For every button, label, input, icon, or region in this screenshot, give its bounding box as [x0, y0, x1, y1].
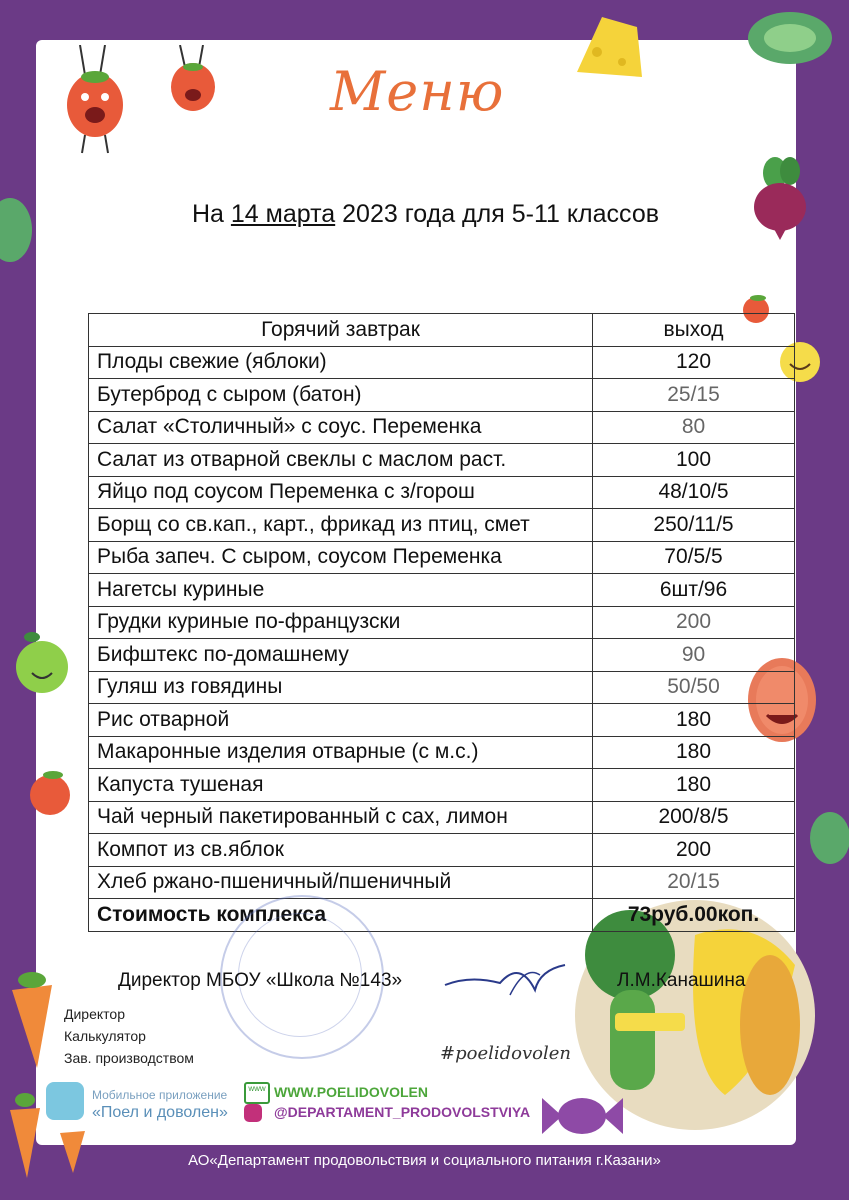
dish-output: 180 — [593, 704, 795, 737]
dish-name: Нагетсы куриные — [89, 574, 593, 607]
beet-character-icon — [745, 155, 815, 240]
hashtag: #poelidovolen — [440, 1043, 571, 1064]
dish-name: Гуляш из говядины — [89, 671, 593, 704]
table-row — [89, 769, 795, 802]
app-name: «Поел и доволен» — [92, 1104, 228, 1121]
app-thumbs-up-icon — [46, 1082, 84, 1120]
table-row — [89, 801, 795, 834]
tomato-character-icon — [60, 45, 140, 155]
dish-name: Рис отварной — [89, 704, 593, 737]
dish-name: Салат «Столичный» с соус. Переменка — [89, 411, 593, 444]
table-row — [89, 704, 795, 737]
role-item: Директор — [64, 1006, 125, 1022]
cheese-character-icon — [572, 12, 647, 82]
dish-name: Бифштекс по-домашнему — [89, 639, 593, 672]
handwritten-signature — [440, 955, 570, 1005]
subtitle-prefix: На — [192, 200, 231, 228]
dish-output: 25/15 — [593, 379, 795, 412]
dish-output: 200 — [593, 606, 795, 639]
table-header-row — [89, 314, 795, 347]
dish-name: Плоды свежие (яблоки) — [89, 346, 593, 379]
dish-output: 120 — [593, 346, 795, 379]
dish-output: 250/11/5 — [593, 509, 795, 542]
table-row — [89, 509, 795, 542]
small-tomato-icon — [25, 765, 75, 820]
candy-icon — [540, 1088, 625, 1143]
cucumber-icon — [800, 810, 849, 865]
column-header-dish: Горячий завтрак — [89, 314, 593, 347]
leaf-icon — [0, 195, 36, 265]
dish-output: 50/50 — [593, 671, 795, 704]
table-row — [89, 541, 795, 574]
dish-output: 200/8/5 — [593, 801, 795, 834]
director-title: Директор МБОУ «Школа №143» — [118, 970, 403, 991]
column-header-output: выход — [593, 314, 795, 347]
table-row — [89, 574, 795, 607]
dish-name: Грудки куриные по-французски — [89, 606, 593, 639]
table-row — [89, 671, 795, 704]
dish-name: Рыба запеч. С сыром, соусом Переменка — [89, 541, 593, 574]
menu-date-line — [192, 200, 659, 229]
dish-name: Борщ со св.кап., карт., фрикад из птиц, смет — [89, 509, 593, 542]
roles-list — [64, 1003, 194, 1069]
dish-name: Капуста тушеная — [89, 769, 593, 802]
total-label: Стоимость комплекса — [89, 899, 593, 932]
app-label: Мобильное приложение — [92, 1088, 228, 1102]
website-text[interactable]: WWW.POELIDOVOLEN — [274, 1084, 428, 1100]
dish-output: 180 — [593, 736, 795, 769]
subtitle-suffix: 2023 года для 5-11 классов — [335, 200, 660, 228]
dish-output: 70/5/5 — [593, 541, 795, 574]
dish-output: 6шт/96 — [593, 574, 795, 607]
dish-name: Компот из св.яблок — [89, 834, 593, 867]
dish-name: Салат из отварной свеклы с маслом раст. — [89, 444, 593, 477]
dish-name: Чай черный пакетированный с сах, лимон — [89, 801, 593, 834]
table-row — [89, 736, 795, 769]
dish-output: 80 — [593, 411, 795, 444]
dish-output: 180 — [593, 769, 795, 802]
table-row — [89, 379, 795, 412]
table-row — [89, 639, 795, 672]
dish-output: 100 — [593, 444, 795, 477]
dish-output: 90 — [593, 639, 795, 672]
dish-name: Макаронные изделия отварные (с м.с.) — [89, 736, 593, 769]
director-name: Л.М.Канашина — [617, 970, 746, 991]
instagram-handle[interactable]: @DEPARTAMENT_PRODOVOLSTVIYA — [274, 1104, 531, 1120]
total-value: 73руб.00коп. — [593, 899, 795, 932]
tomato-character-icon — [165, 45, 225, 125]
menu-table — [88, 313, 795, 932]
page-title: Меню — [330, 60, 505, 123]
footer-organization: АО«Департамент продовольствия и социального питания г.Казани» — [188, 1152, 661, 1169]
dish-name: Бутерброд с сыром (батон) — [89, 379, 593, 412]
browser-icon: www — [244, 1082, 270, 1104]
dish-output: 48/10/5 — [593, 476, 795, 509]
table-row — [89, 476, 795, 509]
table-row — [89, 834, 795, 867]
role-item: Зав. производством — [64, 1050, 194, 1066]
role-item: Калькулятор — [64, 1028, 146, 1044]
dish-name: Хлеб ржано-пшеничный/пшеничный — [89, 866, 593, 899]
dish-output: 200 — [593, 834, 795, 867]
table-row — [89, 444, 795, 477]
dish-name: Яйцо под соусом Переменка с з/горош — [89, 476, 593, 509]
apple-character-icon — [10, 625, 72, 705]
table-row — [89, 411, 795, 444]
table-row — [89, 606, 795, 639]
carrot-character-icon — [2, 970, 62, 1070]
dish-output: 20/15 — [593, 866, 795, 899]
lettuce-icon — [745, 8, 835, 68]
total-row — [89, 899, 795, 932]
instagram-icon — [244, 1104, 262, 1122]
table-row — [89, 346, 795, 379]
menu-date: 14 марта — [230, 200, 336, 228]
table-row — [89, 866, 795, 899]
